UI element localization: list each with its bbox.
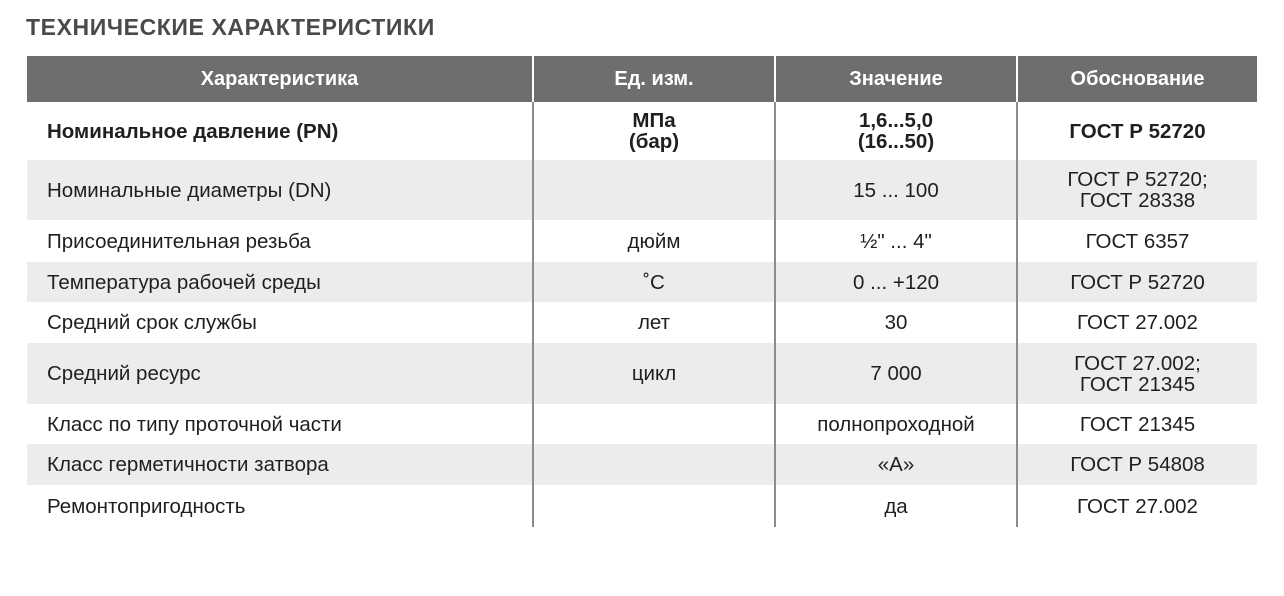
- column-header-unit: Ед. изм.: [533, 56, 775, 102]
- row-unit: ˚C: [533, 262, 775, 302]
- row-basis: ГОСТ 27.002: [1017, 485, 1257, 527]
- row-characteristic: Ремонтопригодность: [47, 494, 246, 518]
- table-row: [27, 485, 1257, 527]
- row-characteristic: Номинальные диаметры (DN): [27, 160, 533, 220]
- table-row: [27, 262, 1257, 302]
- table-row: [27, 302, 1257, 343]
- row-unit: лет: [533, 302, 775, 343]
- row-value: 30: [775, 302, 1017, 343]
- table-header-row: [27, 56, 1257, 102]
- row-unit: дюйм: [533, 220, 775, 262]
- row-basis: ГОСТ 21345: [1017, 404, 1257, 444]
- row-value: 1,6...5,0 (16...50): [775, 102, 1017, 160]
- row-value: 0 ... +120: [775, 262, 1017, 302]
- row-basis: ГОСТ Р 52720; ГОСТ 28338: [1017, 160, 1257, 220]
- row-unit: [533, 444, 775, 485]
- table-row: [27, 404, 1257, 444]
- row-value: ½" ... 4": [775, 220, 1017, 262]
- column-header-basis: Обоснование: [1017, 56, 1257, 102]
- specifications-table: [27, 56, 1257, 527]
- table-row: [27, 220, 1257, 262]
- table-row: [27, 444, 1257, 485]
- row-basis: ГОСТ Р 54808: [1017, 444, 1257, 485]
- column-header-characteristic: Характеристика: [27, 56, 533, 102]
- row-basis: ГОСТ 27.002: [1017, 302, 1257, 343]
- table-row: [27, 102, 1257, 160]
- row-characteristic: Номинальное давление (PN): [47, 119, 339, 143]
- table-row: [27, 160, 1257, 220]
- row-unit: [533, 485, 775, 527]
- column-header-value: Значение: [775, 56, 1017, 102]
- row-characteristic: Присоединительная резьба: [47, 229, 311, 253]
- row-characteristic: Класс герметичности затвора: [27, 444, 533, 485]
- row-basis: ГОСТ 27.002; ГОСТ 21345: [1017, 343, 1257, 404]
- row-characteristic: Класс по типу проточной части: [47, 412, 342, 436]
- row-unit: [533, 160, 775, 220]
- row-value: полнопроходной: [775, 404, 1017, 444]
- row-value: 15 ... 100: [775, 160, 1017, 220]
- row-basis: ГОСТ Р 52720: [1017, 262, 1257, 302]
- row-unit: МПа (бар): [533, 102, 775, 160]
- page-title: ТЕХНИЧЕСКИЕ ХАРАКТЕРИСТИКИ: [26, 14, 435, 40]
- row-basis: ГОСТ 6357: [1017, 220, 1257, 262]
- row-unit: цикл: [533, 343, 775, 404]
- row-basis: ГОСТ Р 52720: [1017, 102, 1257, 160]
- row-value: да: [775, 485, 1017, 527]
- row-characteristic: Температура рабочей среды: [27, 262, 533, 302]
- row-characteristic: Средний ресурс: [27, 343, 533, 404]
- row-value: 7 000: [775, 343, 1017, 404]
- row-characteristic: Средний срок службы: [47, 311, 257, 334]
- row-value: «А»: [775, 444, 1017, 485]
- row-unit: [533, 404, 775, 444]
- table-row: [27, 343, 1257, 404]
